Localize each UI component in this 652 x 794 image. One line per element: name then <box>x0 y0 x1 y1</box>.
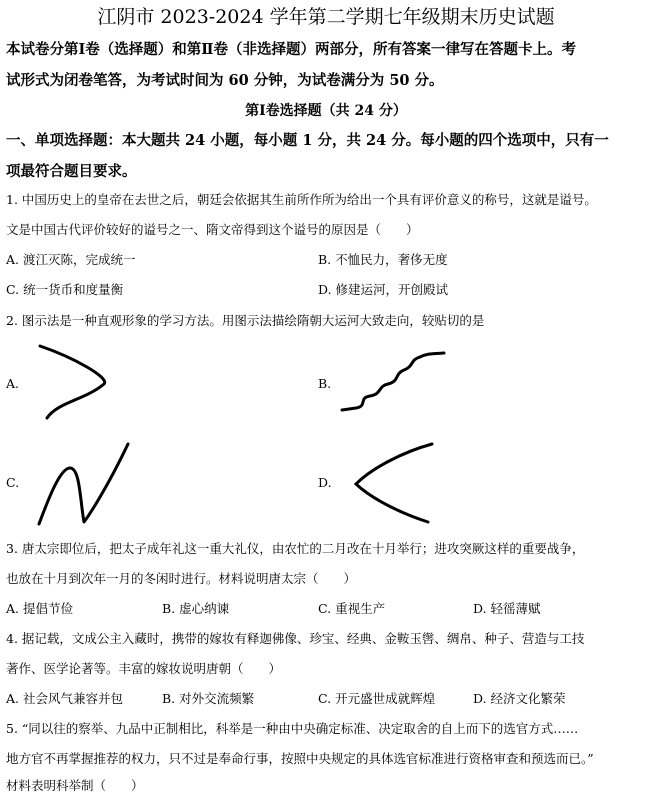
q4-option-a: A. 社会风气兼容并包 <box>6 691 123 706</box>
q4-option-b: B. 对外交流频繁 <box>162 691 255 706</box>
intro-line-1: 本试卷分第Ⅰ卷（选择题）和第Ⅱ卷（非选择题）两部分，所有答案一律写在答题卡上。考 <box>6 41 576 58</box>
q1-option-b: B. 不恤民力，奢侈无度 <box>318 252 448 267</box>
q2-curve-b <box>338 348 448 414</box>
q4-stem-line-2: 著作、医学论著等。丰富的嫁妆说明唐朝（ ） <box>6 661 282 676</box>
q5-stem-line-3: 材料表明科举制（ ） <box>6 778 144 793</box>
q2-curve-d <box>348 440 438 526</box>
q2-curve-c <box>36 438 136 530</box>
q5-stem-line-2: 地方官不再掌握推荐的权力，只不过是奉命行事，按照中央规定的具体选官标准进行资格审查和预选而已。” <box>6 751 594 766</box>
q1-option-d: D. 修建运河，开创殿试 <box>318 282 449 297</box>
q2-label-a: A. <box>6 376 20 391</box>
q3-stem-line-2: 也放在十月到次年一月的冬闲时进行。材料说明唐太宗（ ） <box>6 571 357 586</box>
q2-label-d: D. <box>318 475 332 490</box>
q5-stem-line-1: 5. “同以往的察举、九品中正制相比，科举是一种由中央确定标准、决定取舍的自上而下的选官方式…… <box>6 721 579 736</box>
q3-stem-line-1: 3. 唐太宗即位后，把太子成年礼这一重大礼仪，由农忙的二月改在十月举行；进攻突厥这样的重要战争， <box>6 541 585 556</box>
q1-option-c: C. 统一货币和度量衡 <box>6 282 124 297</box>
q3-option-b: B. 虚心纳谏 <box>162 601 230 616</box>
q1-stem-line-1: 1. 中国历史上的皇帝在去世之后，朝廷会依据其生前所作所为给出一个具有评价意义的称号，这就是谥号。 <box>6 192 597 207</box>
q3-option-a: A. 提倡节俭 <box>6 601 73 616</box>
q1-option-a: A. 渡江灭陈，完成统一 <box>6 252 136 267</box>
q1-stem-line-2: 文是中国古代评价较好的谥号之一、隋文帝得到这个谥号的原因是（ ） <box>6 222 419 237</box>
q4-option-d: D. 经济文化繁荣 <box>473 691 566 706</box>
q4-option-c: C. 开元盛世成就辉煌 <box>318 691 436 706</box>
instructions-line-1: 一、单项选择题：本大题共 24 小题，每小题 1 分，共 24 分。每小题的四个选项中，只有一 <box>6 132 609 149</box>
q2-label-b: B. <box>318 376 332 391</box>
q2-curve-a <box>30 340 110 420</box>
q2-label-c: C. <box>6 475 20 490</box>
q2-stem: 2. 图示法是一种直观形象的学习方法。用图示法描绘隋朝大运河大致走向，较贴切的是 <box>6 313 485 328</box>
instructions-line-2: 项最符合题目要求。 <box>6 163 137 180</box>
q3-option-c: C. 重视生产 <box>318 601 386 616</box>
intro-line-2: 试形式为闭卷笔答，为考试时间为 60 分钟，为试卷满分为 50 分。 <box>6 72 444 89</box>
q3-option-d: D. 轻徭薄赋 <box>473 601 541 616</box>
section-title: 第Ⅰ卷选择题（共 24 分） <box>245 103 407 119</box>
page-title: 江阴市 2023-2024 学年第二学期七年级期末历史试题 <box>97 6 555 28</box>
q4-stem-line-1: 4. 据记载，文成公主入藏时，携带的嫁妆有释迦佛像、珍宝、经典、金鞍玉辔、绸帛、种子、营造与工技 <box>6 631 585 646</box>
